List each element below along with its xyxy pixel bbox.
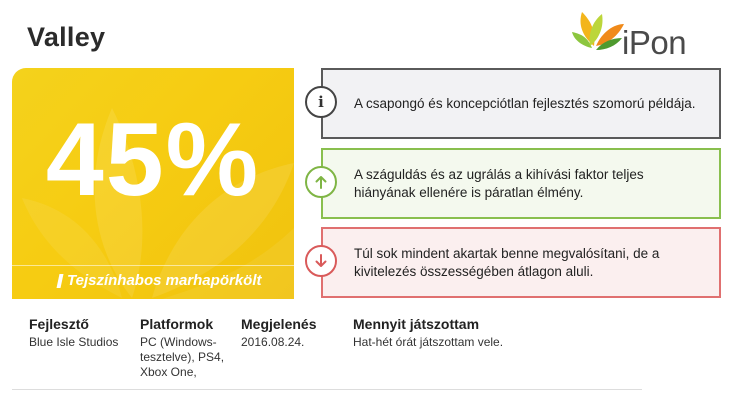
platforms-line: PC (Windows- bbox=[140, 335, 217, 349]
verdict-text: Tejszínhabos marhapörkölt bbox=[67, 272, 262, 289]
release-label: Megjelenés bbox=[241, 316, 317, 332]
arrow-down-icon bbox=[305, 245, 337, 277]
logo-text: iPon bbox=[622, 24, 687, 61]
pro-text: A száguldás és az ugrálás a kihívási faktor teljes hiányának ellenére is páratlan élmény. bbox=[354, 166, 644, 200]
release-value: 2016.08.24. bbox=[241, 335, 305, 349]
played-block bbox=[353, 316, 503, 350]
score-panel bbox=[12, 68, 294, 299]
summary-text: A csapongó és koncepciótlan fejlesztés szomorú példája. bbox=[354, 95, 696, 111]
developer-value: Blue Isle Studios bbox=[29, 335, 119, 349]
platforms-line: Xbox One, bbox=[140, 365, 197, 379]
verdict-bar bbox=[12, 265, 294, 299]
platforms-label: Platformok bbox=[140, 316, 214, 332]
con-card bbox=[321, 227, 721, 298]
con-text: Túl sok mindent akartak benne megvalósítani, de a kivitelezés összességében átlagon aluli. bbox=[354, 245, 660, 279]
pro-card bbox=[321, 148, 721, 219]
platforms-block bbox=[140, 316, 224, 380]
arrow-up-icon bbox=[305, 166, 337, 198]
info-icon bbox=[305, 86, 337, 118]
platforms-line: tesztelve), PS4, bbox=[140, 350, 225, 364]
score-value: 45% bbox=[45, 102, 261, 218]
summary-card bbox=[318, 68, 721, 139]
developer-block bbox=[29, 316, 118, 350]
played-value: Hat-hét órát játszottam vele. bbox=[353, 335, 504, 349]
release-block bbox=[241, 316, 316, 350]
divider bbox=[12, 389, 642, 390]
developer-label: Fejlesztő bbox=[29, 316, 89, 332]
played-label: Mennyit játszottam bbox=[353, 316, 480, 332]
svg-text:i: i bbox=[318, 94, 324, 110]
verdict-mark bbox=[57, 274, 64, 288]
page-title: Valley bbox=[27, 22, 106, 52]
